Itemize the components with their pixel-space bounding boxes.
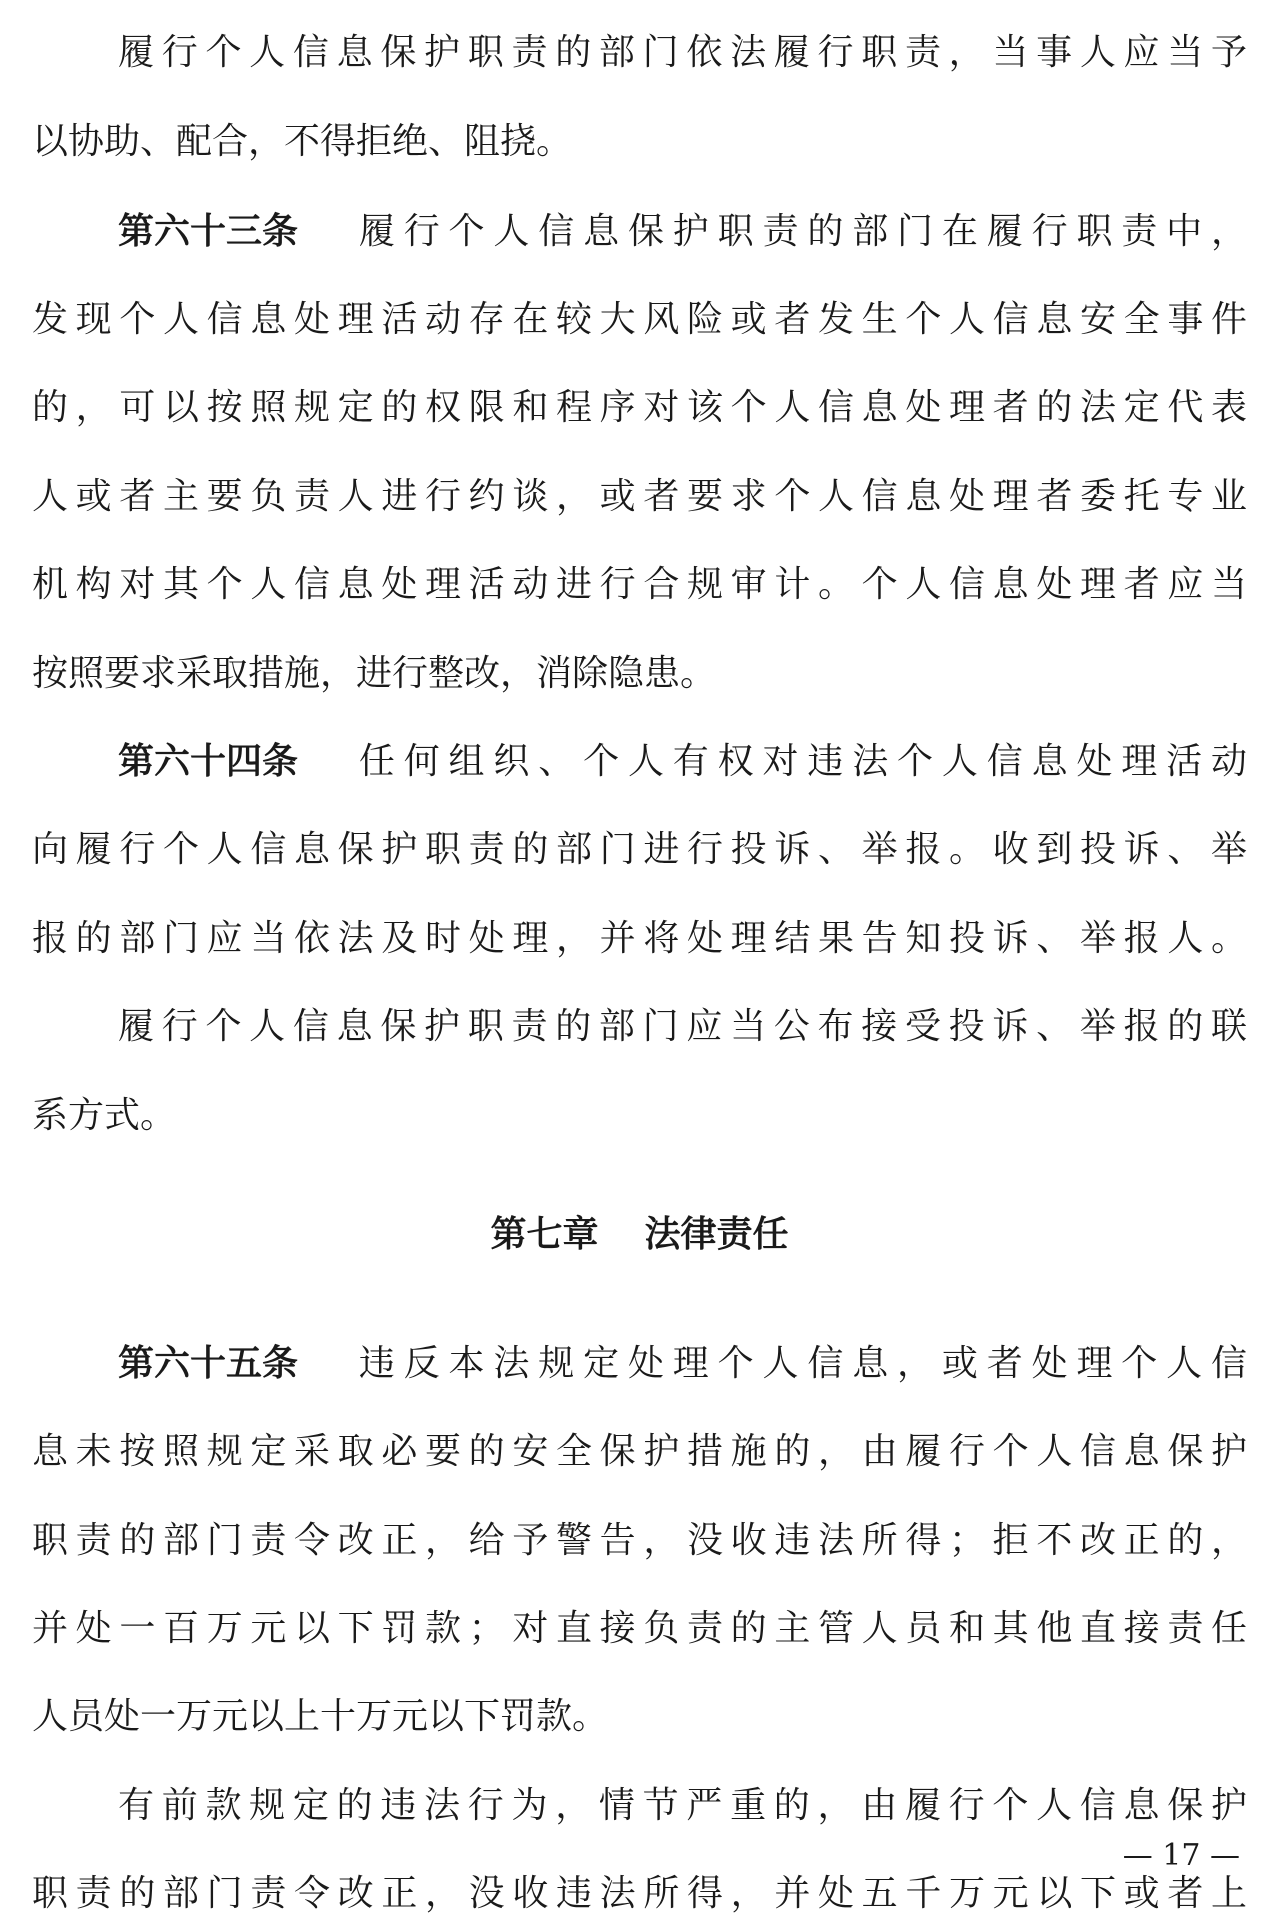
article-63-first-line — [32, 202, 1247, 262]
chapter-number: 第七章 — [490, 1214, 599, 1256]
paragraph-line: 职责的部门责令改正，给予警告，没收违法所得；拒不改正的， — [32, 1519, 1247, 1561]
chapter-title: 法律责任 — [644, 1214, 789, 1256]
article-heading: 第六十三条 — [118, 210, 299, 252]
paragraph-line: 有前款规定的违法行为，情节严重的，由履行个人信息保护 — [118, 1784, 1247, 1826]
paragraph-line: 职责的部门责令改正，没收违法所得，并处五千万元以下或者上 — [32, 1873, 1247, 1915]
article-64-first-line — [32, 732, 1247, 792]
paragraph-line: 系方式。 — [32, 1094, 177, 1136]
article-heading: 第六十五条 — [118, 1342, 299, 1384]
paragraph-line: 以协助、配合，不得拒绝、阻挠。 — [32, 120, 573, 162]
paragraph-line: 机构对其个人信息处理活动进行合规审计。个人信息处理者应当 — [32, 564, 1247, 606]
paragraph-line: 按照要求采取措施，进行整改，消除隐患。 — [32, 652, 717, 694]
paragraph-line: 发现个人信息处理活动存在较大风险或者发生个人信息安全事件 — [32, 298, 1247, 340]
page-number: — 17 — — [1122, 1838, 1240, 1873]
paragraph-line: 人员处一万元以上十万元以下罚款。 — [32, 1696, 609, 1738]
paragraph-line: 息未按照规定采取必要的安全保护措施的，由履行个人信息保护 — [32, 1431, 1247, 1473]
paragraph-line: 履行个人信息保护职责的部门应当公布接受投诉、举报的联 — [118, 1006, 1247, 1048]
paragraph-line: 并处一百万元以下罚款；对直接负责的主管人员和其他直接责任 — [32, 1608, 1247, 1649]
article-heading: 第六十四条 — [118, 740, 299, 782]
chapter-heading — [32, 1205, 1247, 1265]
paragraph-line: 报的部门应当依法及时处理，并将处理结果告知投诉、举报人。 — [32, 917, 1247, 959]
article-65-first-line — [32, 1334, 1247, 1394]
paragraph-text: 履行个人信息保护职责的部门在履行职责中， — [350, 210, 1247, 252]
paragraph-line: 向履行个人信息保护职责的部门进行投诉、举报。收到投诉、举 — [32, 829, 1247, 871]
paragraph-text: 任何组织、个人有权对违法个人信息处理活动 — [350, 740, 1247, 782]
paragraph-line: 履行个人信息保护职责的部门依法履行职责，当事人应当予 — [118, 32, 1247, 74]
paragraph-line: 的，可以按照规定的权限和程序对该个人信息处理者的法定代表 — [32, 387, 1247, 429]
paragraph-text: 违反本法规定处理个人信息，或者处理个人信 — [350, 1342, 1247, 1384]
paragraph-line: 人或者主要负责人进行约谈，或者要求个人信息处理者委托专业 — [32, 475, 1247, 517]
